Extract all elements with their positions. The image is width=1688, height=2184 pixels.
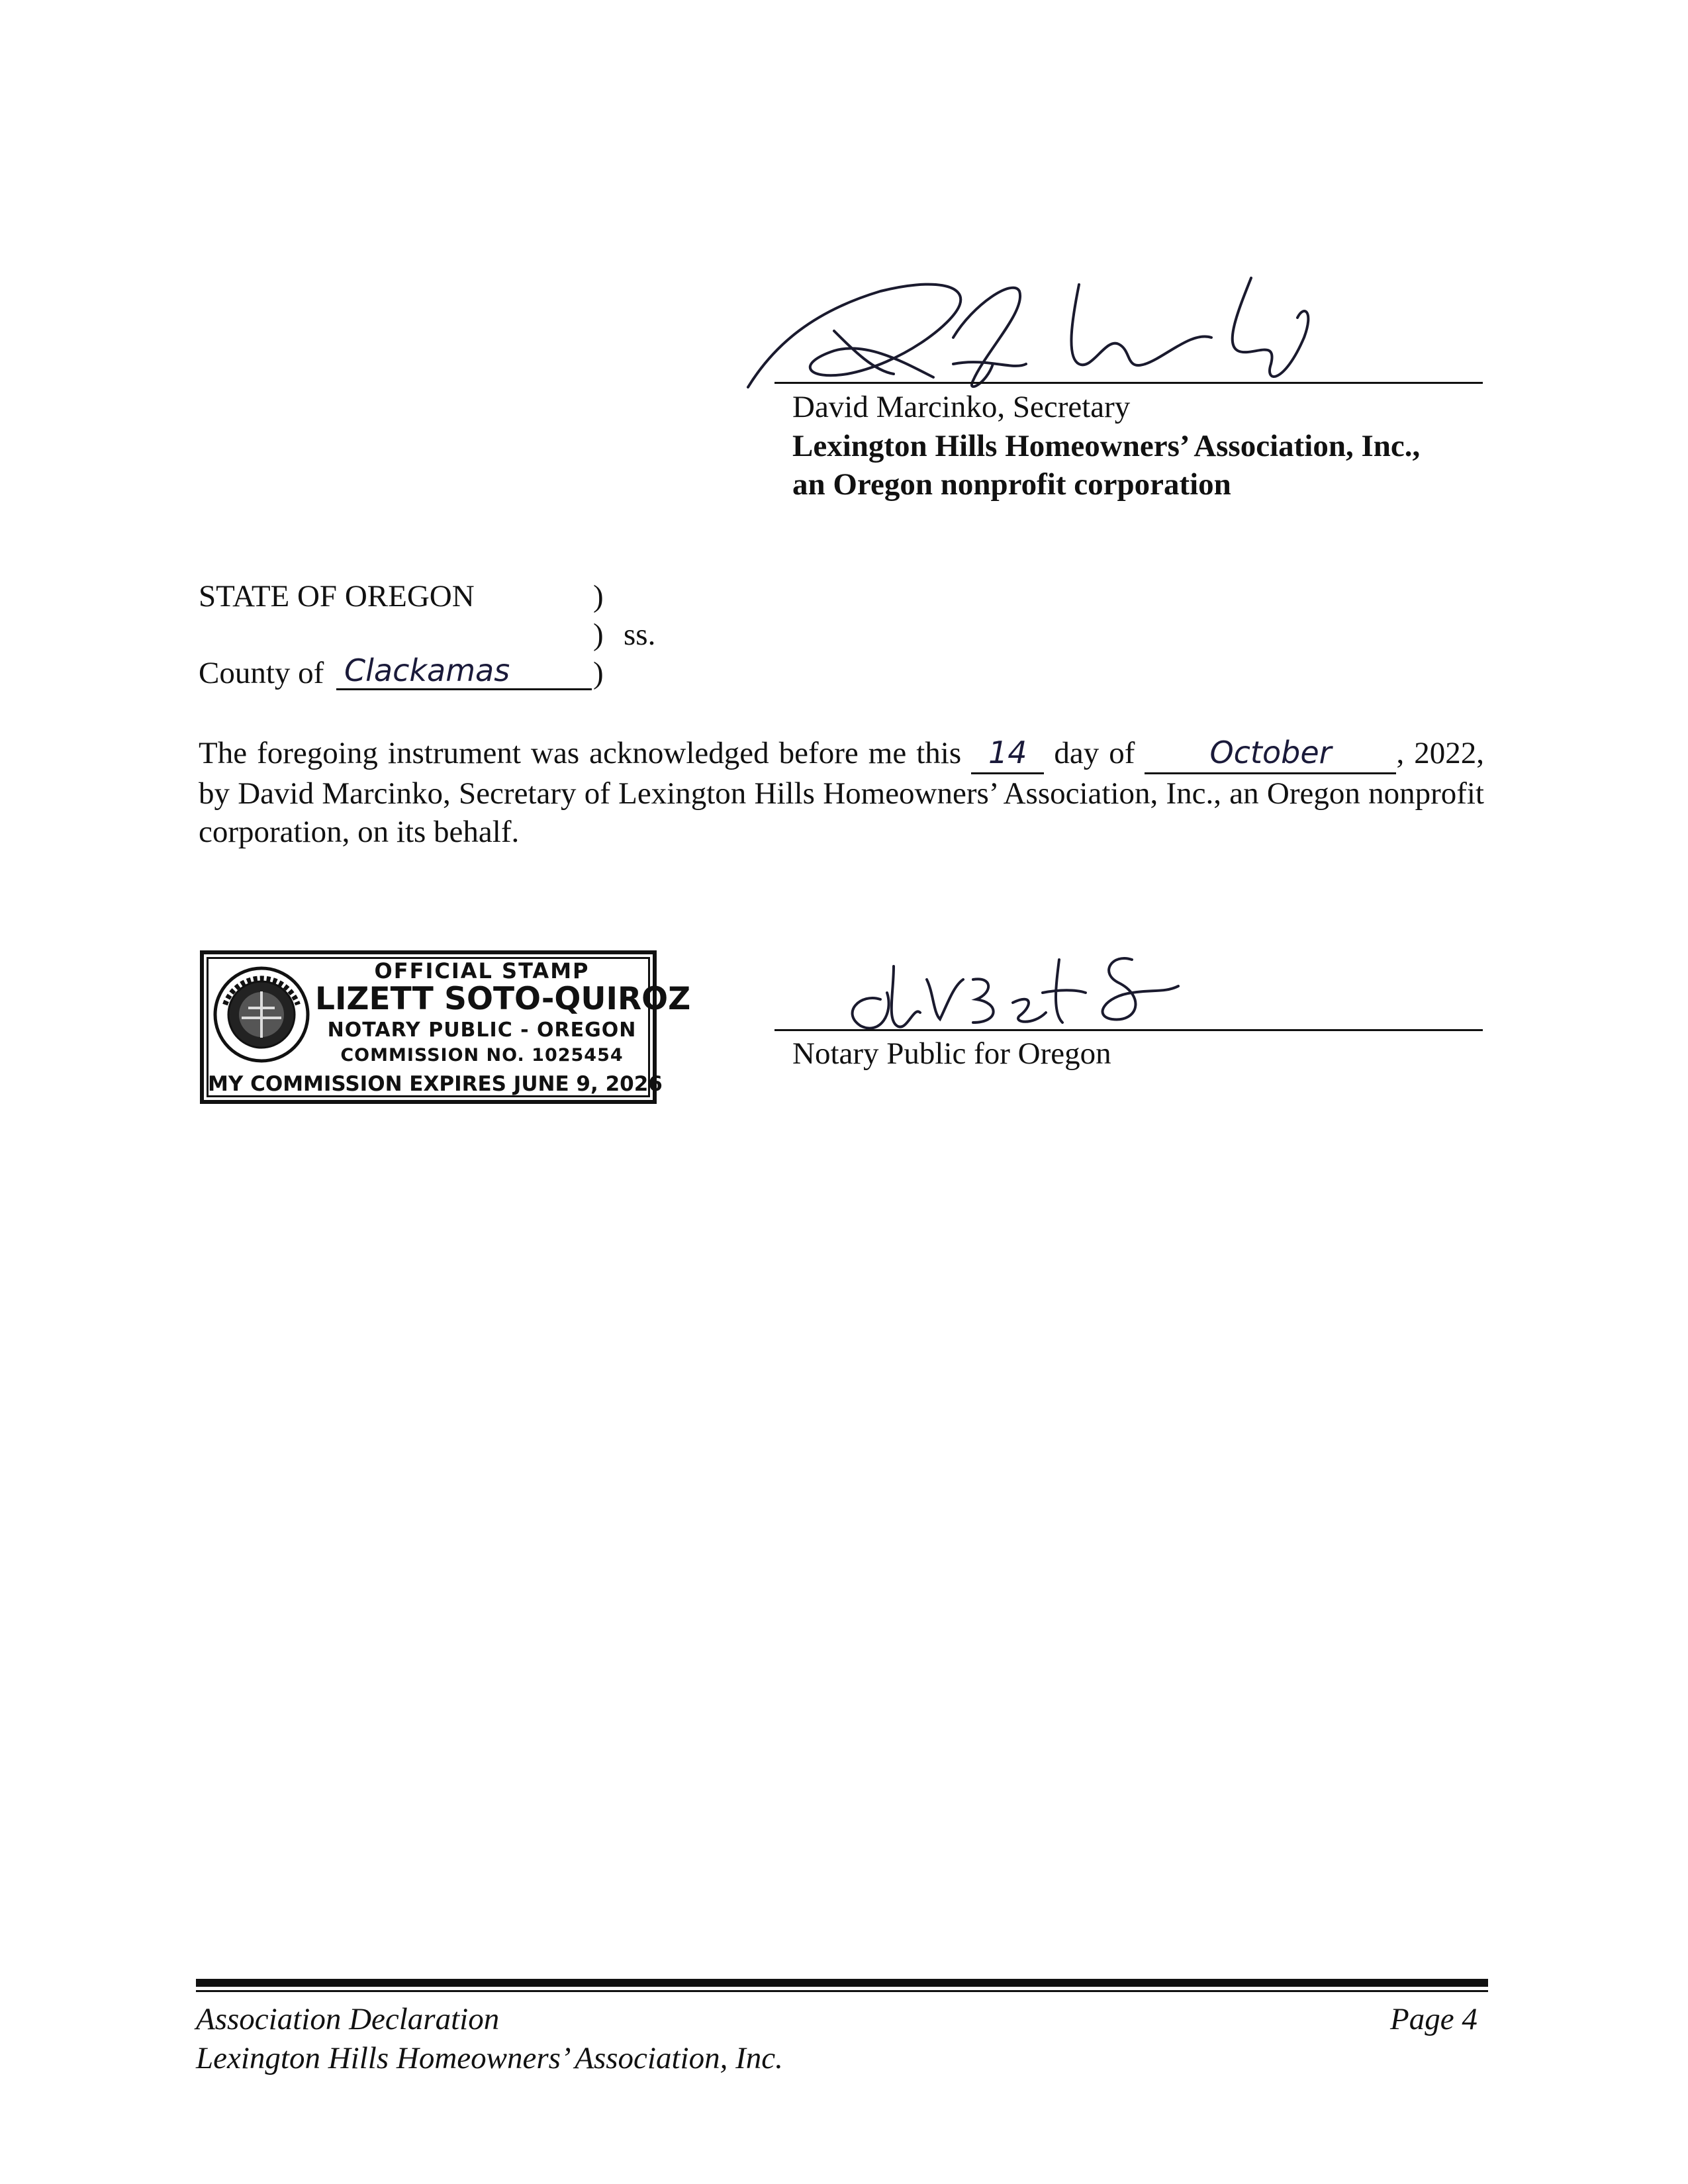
footer-rule-thin: [196, 1990, 1488, 1992]
day-handwritten-value: 14: [988, 735, 1027, 770]
stamp-official-title: OFFICIAL STAMP: [374, 958, 590, 983]
county-handwritten-value: Clackamas: [344, 653, 510, 688]
footer-document-title: Association Declaration: [196, 2002, 500, 2036]
secretary-signature-line: [774, 382, 1483, 384]
stamp-commission-expiry: MY COMMISSION EXPIRES JUNE 9, 2026: [208, 1072, 663, 1096]
footer-page-number: Page 4: [1390, 2002, 1477, 2036]
secretary-signature: [735, 265, 1331, 397]
venue-state: STATE OF OREGON: [199, 579, 475, 614]
oregon-state-seal-icon: [212, 965, 311, 1064]
venue-county-label: County of: [199, 656, 324, 690]
notary-signature-line: [774, 1029, 1483, 1031]
month-blank: [1145, 733, 1396, 774]
day-blank: [971, 733, 1044, 774]
signatory-org-line2: an Oregon nonprofit corporation: [792, 467, 1231, 502]
venue-paren-3: ): [593, 656, 604, 690]
ack-text-c: , 2022, by David Marcinko, Secretary of Lexington Hills Homeowners’ Association, Inc., an Oregon nonprofit corporation, on its behalf.: [199, 736, 1485, 849]
notary-signature: [821, 940, 1192, 1039]
signatory-name-title: David Marcinko, Secretary: [792, 390, 1131, 424]
venue-ss: ss.: [624, 617, 656, 652]
month-handwritten-value: October: [1209, 735, 1332, 770]
acknowledgment-paragraph: [199, 733, 1484, 851]
footer-organization: Lexington Hills Homeowners’ Association, Inc.: [196, 2041, 783, 2075]
venue-paren-1: ): [593, 579, 604, 614]
signatory-org-line1: Lexington Hills Homeowners’ Association, Inc.,: [792, 429, 1421, 463]
county-blank-line: [336, 688, 592, 690]
venue-paren-2: ): [593, 617, 604, 652]
official-notary-stamp: [200, 950, 691, 1104]
ack-text-b: day of: [1054, 736, 1135, 770]
stamp-notary-public: NOTARY PUBLIC - OREGON: [327, 1019, 637, 1042]
ack-text-a: The foregoing instrument was acknowledged before me this: [199, 736, 962, 770]
stamp-notary-name: LIZETT SOTO-QUIROZ: [315, 981, 691, 1017]
stamp-commission-number: COMMISSION NO. 1025454: [340, 1045, 624, 1066]
notary-public-label: Notary Public for Oregon: [792, 1036, 1111, 1071]
footer-rule-thick: [196, 1979, 1488, 1987]
